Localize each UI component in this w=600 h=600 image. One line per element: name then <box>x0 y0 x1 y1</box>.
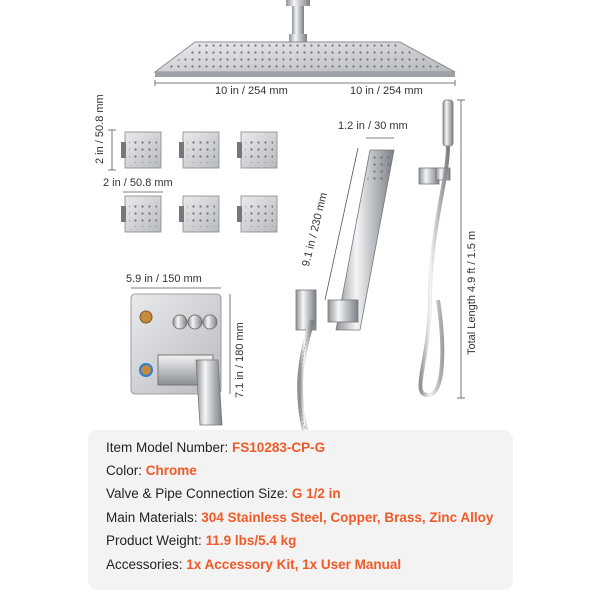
spec-value: Chrome <box>145 463 197 478</box>
spec-row-materials <box>106 510 493 525</box>
hose-dimension-line <box>457 100 465 398</box>
rain-shower-head <box>155 42 455 77</box>
valve-height-label: 7.1 in / 180 mm <box>234 322 246 398</box>
spec-label: Main Materials: <box>106 510 202 525</box>
spec-row-accessories <box>106 557 401 572</box>
spec-value: 11.9 lbs/5.4 kg <box>205 533 297 548</box>
handheld-length-label: 9.1 in / 230 mm <box>300 191 330 268</box>
ceiling-arm <box>286 0 310 44</box>
handheld-width-label: 1.2 in / 30 mm <box>338 120 408 132</box>
spec-value: 1x Accessory Kit, 1x User Manual <box>186 557 402 572</box>
spec-value: 304 Stainless Steel, Copper, Brass, Zinc Alloy <box>201 510 494 525</box>
spec-row-model <box>106 440 325 455</box>
spec-label: Valve & Pipe Connection Size: <box>106 486 292 501</box>
spec-label: Color: <box>106 463 146 478</box>
spec-value: FS10283-CP-G <box>232 440 326 455</box>
valve-width-label: 5.9 in / 150 mm <box>126 273 202 285</box>
spec-label: Product Weight: <box>106 533 206 548</box>
spec-row-weight <box>106 533 296 548</box>
mixing-valve <box>131 294 222 425</box>
spec-value: G 1/2 in <box>291 486 341 501</box>
spec-row-color <box>106 463 197 478</box>
jet-height-label: 2 in / 50.8 mm <box>94 94 106 164</box>
head-depth-label: 10 in / 254 mm <box>350 85 423 97</box>
hose-assembly <box>419 100 453 395</box>
head-width-label: 10 in / 254 mm <box>215 85 288 97</box>
spec-label: Item Model Number: <box>106 440 233 455</box>
hose-length-label: Total Length 4.9 ft / 1.5 m <box>466 230 478 355</box>
spec-panel <box>88 430 513 590</box>
jet-width-label: 2 in / 50.8 mm <box>103 177 173 189</box>
spec-row-connection <box>106 486 341 501</box>
handheld-shower <box>296 150 394 430</box>
spec-label: Accessories: <box>106 557 187 572</box>
